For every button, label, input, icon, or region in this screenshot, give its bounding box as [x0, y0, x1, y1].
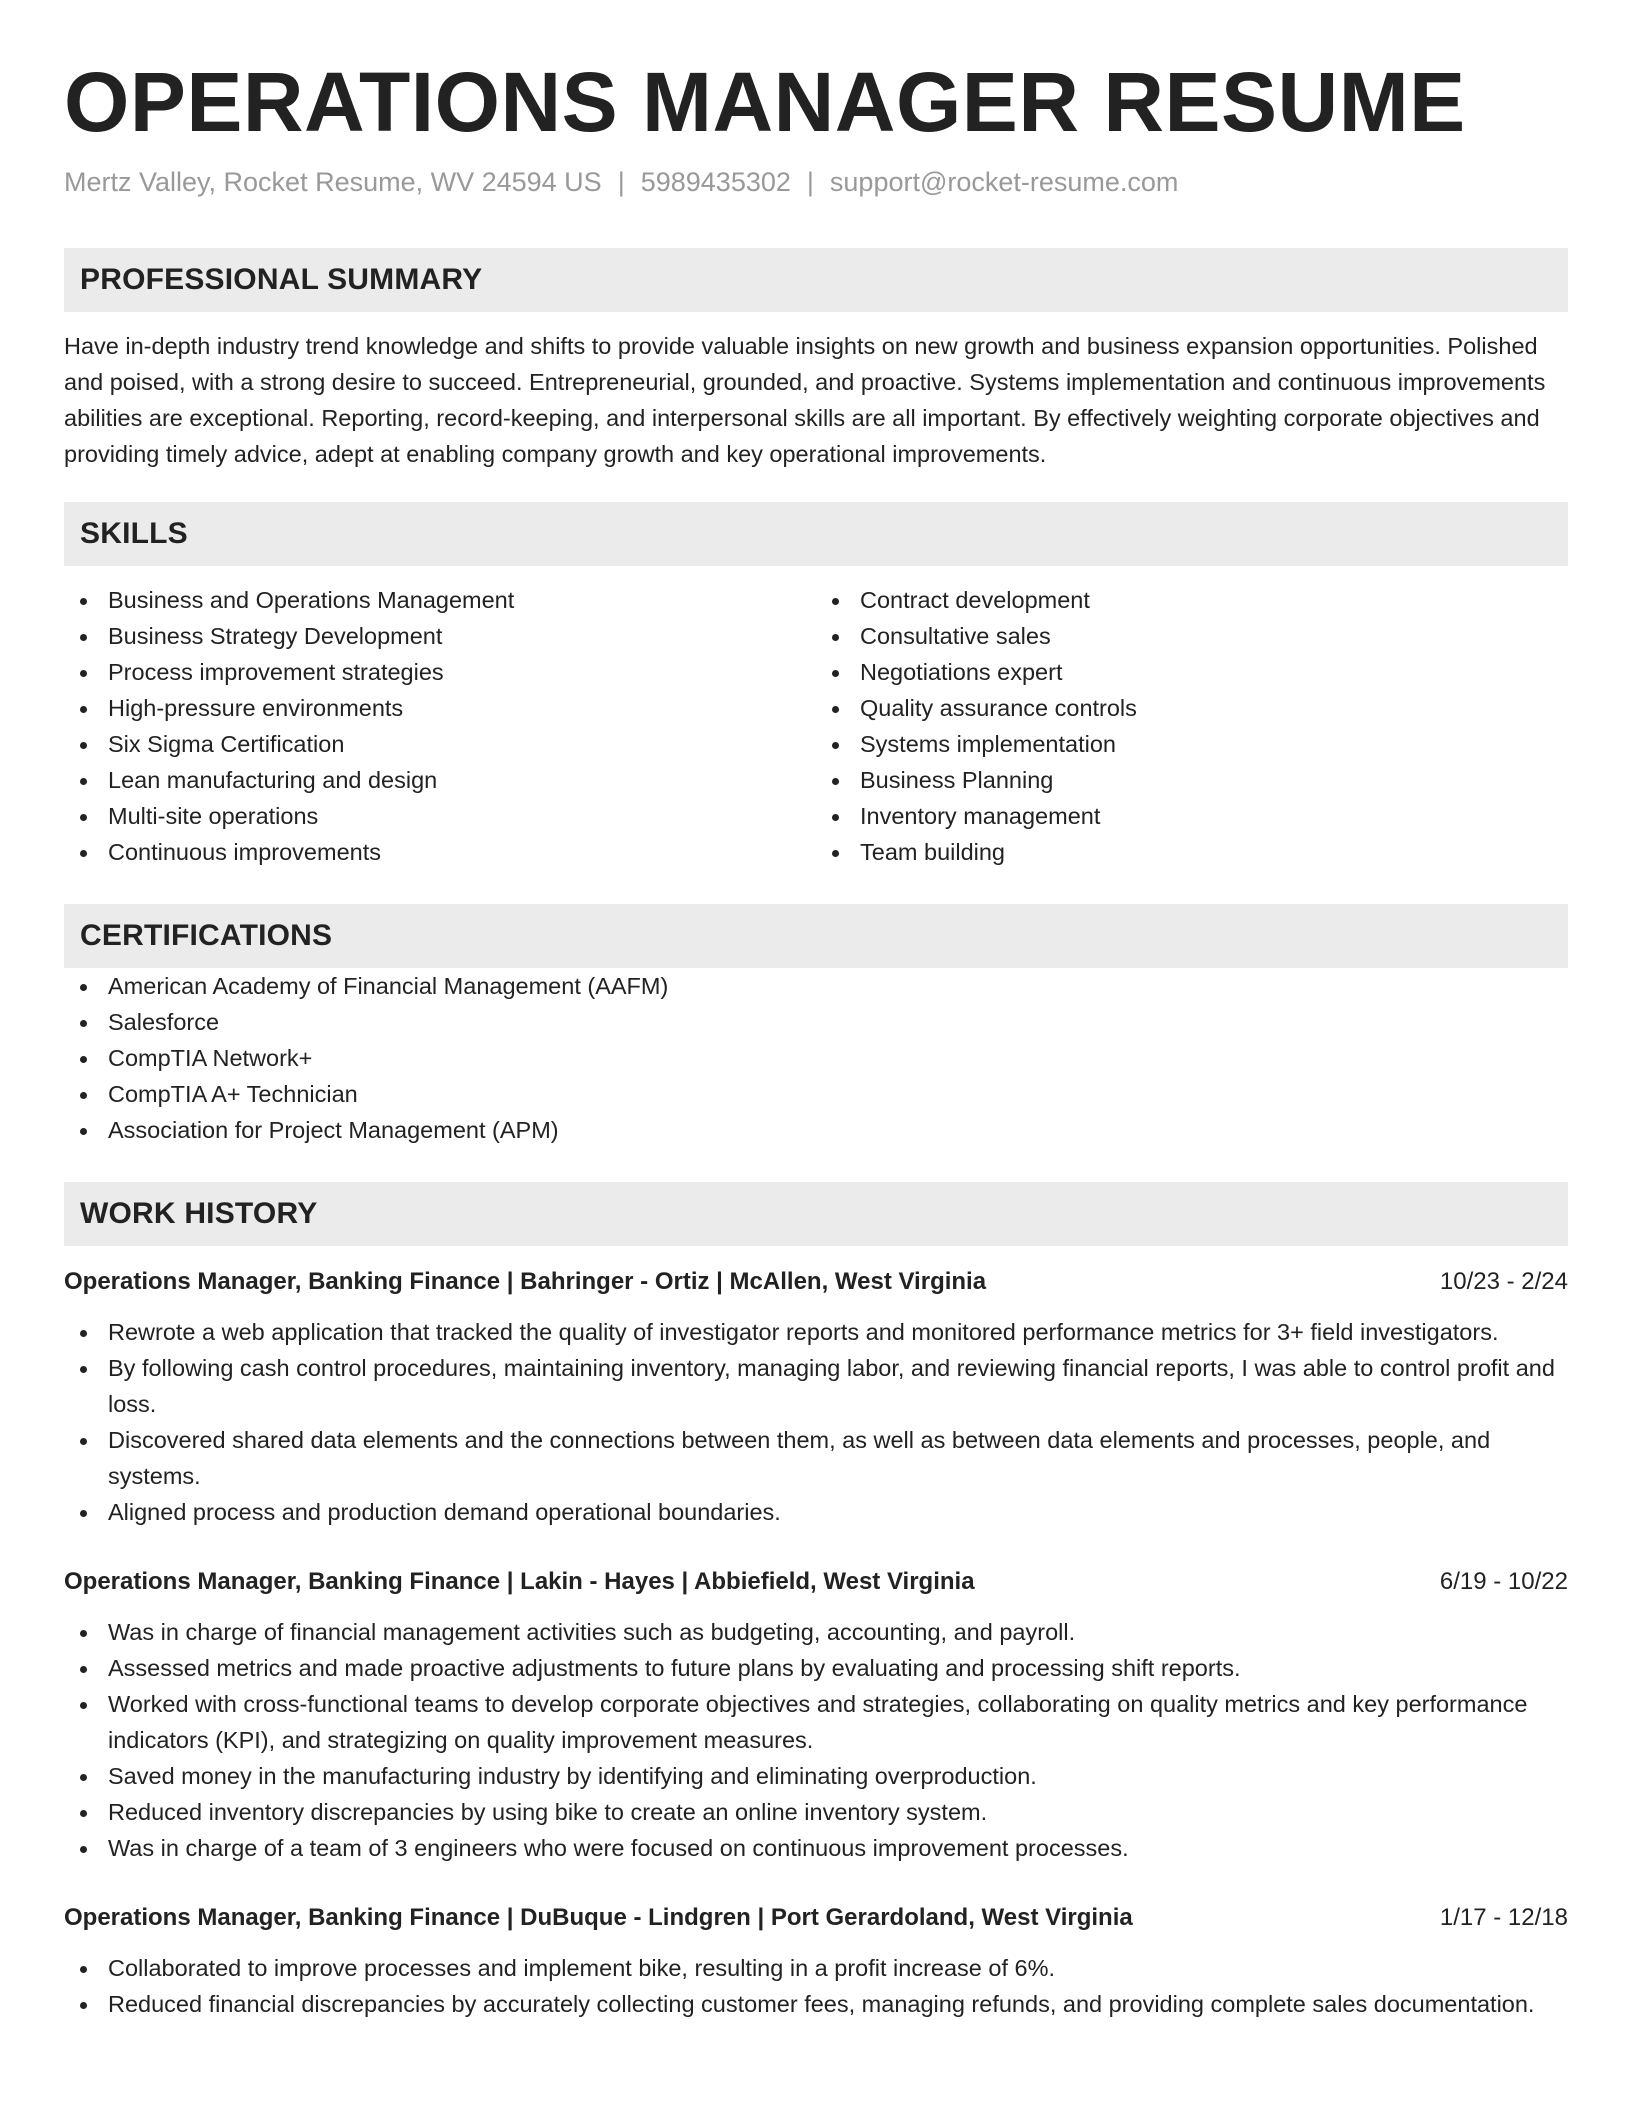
skill-item: Team building [816, 834, 1568, 870]
job-bullet: Rewrote a web application that tracked the quality of investigator reports and monitored performance metrics for 3+ field investigators. [64, 1314, 1568, 1350]
certifications-list [64, 968, 1568, 1148]
skill-item: High-pressure environments [64, 690, 816, 726]
skills-left-column [64, 582, 816, 870]
skills-right-column [816, 582, 1568, 870]
job-dates: 10/23 - 2/24 [1439, 1267, 1568, 1295]
skill-item: Six Sigma Certification [64, 726, 816, 762]
certification-item: Salesforce [64, 1004, 1568, 1040]
job-entry [64, 1264, 1568, 1530]
job-header [64, 1264, 1568, 1300]
skill-item: Business and Operations Management [64, 582, 816, 618]
contact-line [64, 167, 1568, 198]
job-title: Operations Manager, Banking Finance | Bahringer - Ortiz | McAllen, West Virginia [64, 1267, 987, 1295]
job-bullet: By following cash control procedures, maintaining inventory, managing labor, and reviewing financial reports, I was able to control profit and loss. [64, 1350, 1568, 1422]
certifications-heading: CERTIFICATIONS [64, 904, 1568, 968]
summary-text: Have in-depth industry trend knowledge and shifts to provide valuable insights on new growth and business expansion opportunities. Polished and poised, with a strong desire to succeed. Entrepreneurial, grounded, and proactive. Systems implementation and continuous improvements abilities are exceptional. Reporting, record-keeping, and interpersonal skills are all important. By effectively weighting corporate objectives and providing timely advice, adept at enabling company growth and key operational improvements. [64, 332, 1546, 467]
skill-item: Multi-site operations [64, 798, 816, 834]
certification-item: CompTIA A+ Technician [64, 1076, 1568, 1112]
skill-item: Contract development [816, 582, 1568, 618]
skills-left-list [64, 582, 816, 870]
work-history-list [64, 1264, 1568, 2022]
job-header [64, 1900, 1568, 1936]
job-bullet: Aligned process and production demand operational boundaries. [64, 1494, 1568, 1530]
job-dates: 6/19 - 10/22 [1439, 1567, 1568, 1595]
skills-heading: SKILLS [64, 502, 1568, 566]
job-bullet: Saved money in the manufacturing industry by identifying and eliminating overproduction. [64, 1758, 1568, 1794]
job-entry [64, 1900, 1568, 2022]
job-bullet: Reduced inventory discrepancies by using bike to create an online inventory system. [64, 1794, 1568, 1830]
job-bullet: Discovered shared data elements and the connections between them, as well as between data elements and processes, people, and systems. [64, 1422, 1568, 1494]
skill-item: Consultative sales [816, 618, 1568, 654]
certification-item: American Academy of Financial Management (AAFM) [64, 968, 1568, 1004]
skill-item: Inventory management [816, 798, 1568, 834]
contact-separator: | [617, 166, 625, 197]
job-title: Operations Manager, Banking Finance | Lakin - Hayes | Abbiefield, West Virginia [64, 1567, 975, 1595]
job-bullets [64, 1950, 1568, 2022]
skills-grid [64, 582, 1568, 870]
job-header [64, 1564, 1568, 1600]
job-bullet: Assessed metrics and made proactive adjustments to future plans by evaluating and processing shift reports. [64, 1650, 1568, 1686]
contact-separator: | [806, 166, 814, 197]
job-bullet: Worked with cross-functional teams to develop corporate objectives and strategies, collaborating on quality metrics and key performance indicators (KPI), and strategizing on quality improvement measures. [64, 1686, 1568, 1758]
job-bullet: Was in charge of financial management activities such as budgeting, accounting, and payroll. [64, 1614, 1568, 1650]
certification-item: CompTIA Network+ [64, 1040, 1568, 1076]
job-bullets [64, 1314, 1568, 1530]
job-bullet: Was in charge of a team of 3 engineers who were focused on continuous improvement processes. [64, 1830, 1568, 1866]
job-dates: 1/17 - 12/18 [1439, 1903, 1568, 1931]
skill-item: Lean manufacturing and design [64, 762, 816, 798]
certification-item: Association for Project Management (APM) [64, 1112, 1568, 1148]
skill-item: Systems implementation [816, 726, 1568, 762]
job-bullets [64, 1614, 1568, 1866]
skill-item: Business Strategy Development [64, 618, 816, 654]
page-title: OPERATIONS MANAGER RESUME [64, 55, 1466, 149]
skill-item: Business Planning [816, 762, 1568, 798]
job-title: Operations Manager, Banking Finance | DuBuque - Lindgren | Port Gerardoland, West Virginia [64, 1903, 1133, 1931]
work-history-heading: WORK HISTORY [64, 1182, 1568, 1246]
job-entry [64, 1564, 1568, 1866]
contact-address: Mertz Valley, Rocket Resume, WV 24594 US [64, 166, 602, 197]
contact-phone: 5989435302 [640, 166, 791, 197]
job-bullet: Collaborated to improve processes and implement bike, resulting in a profit increase of 6%. [64, 1950, 1568, 1986]
skill-item: Quality assurance controls [816, 690, 1568, 726]
contact-email[interactable]: support@rocket-resume.com [829, 166, 1179, 197]
summary-heading: PROFESSIONAL SUMMARY [64, 248, 1568, 312]
skills-right-list [816, 582, 1568, 870]
skill-item: Process improvement strategies [64, 654, 816, 690]
skill-item: Continuous improvements [64, 834, 816, 870]
skill-item: Negotiations expert [816, 654, 1568, 690]
job-bullet: Reduced financial discrepancies by accurately collecting customer fees, managing refunds, and providing complete sales documentation. [64, 1986, 1568, 2022]
